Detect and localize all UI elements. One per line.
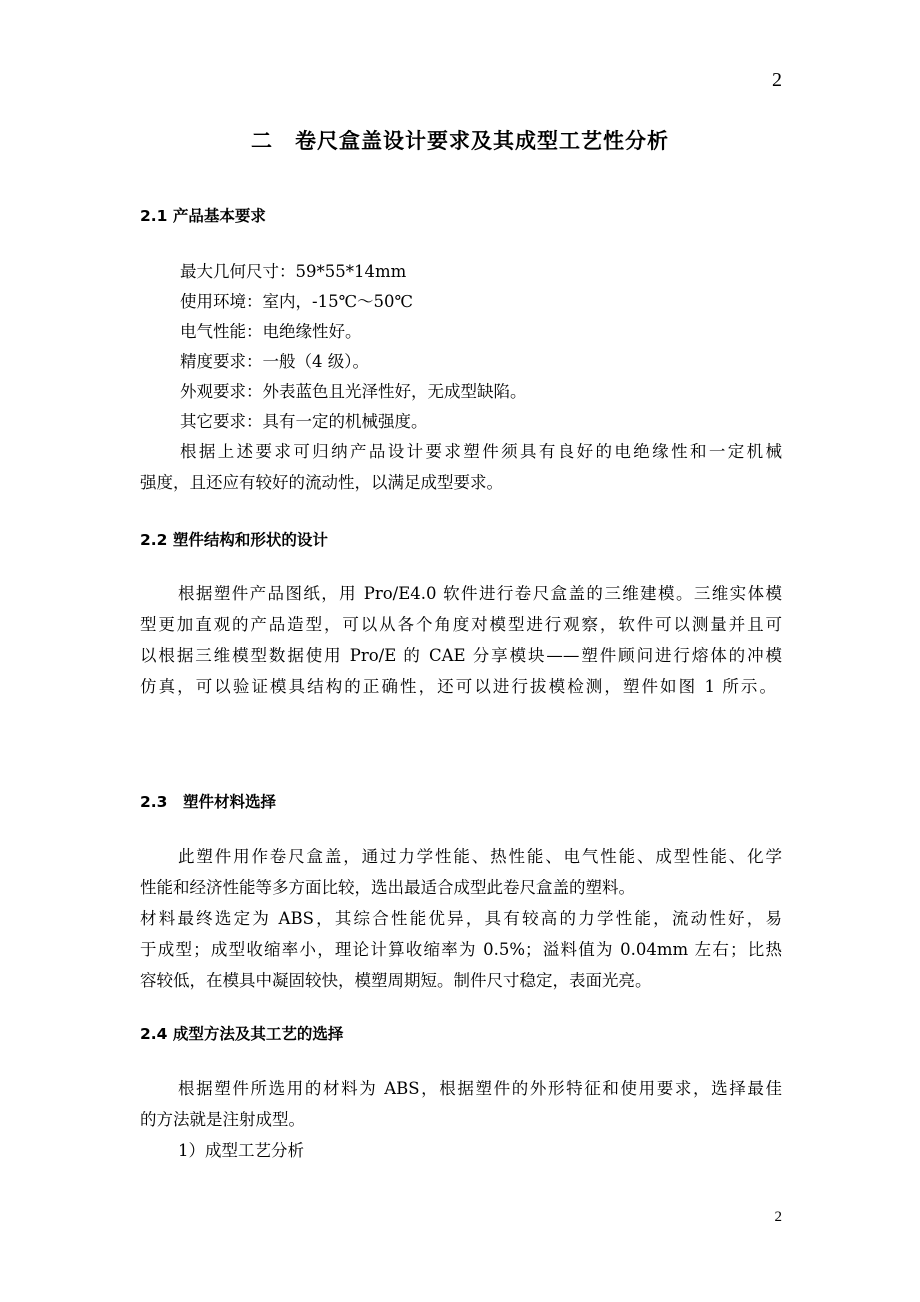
paragraph-line: 的方法就是注射成型。 (140, 1110, 305, 1129)
paragraph-line: 仿真，可以验证模具结构的正确性，还可以进行拔模检测，塑件如图 1 所示。 (140, 677, 776, 696)
paragraph-line: 性能和经济性能等多方面比较，选出最适合成型此卷尺盒盖的塑料。 (140, 878, 635, 897)
section-heading-2-1: 2.1 产品基本要求 (140, 207, 266, 225)
chapter-title: 二 卷尺盒盖设计要求及其成型工艺性分析 (251, 129, 669, 153)
paragraph-line: 最大几何尺寸：59*55*14mm (180, 262, 407, 281)
paragraph-line: 以根据三维模型数据使用 Pro/E 的 CAE 分享模块——塑件顾问进行熔体的冲模 (140, 646, 782, 665)
paragraph-line: 使用环境：室内，-15℃～50℃ (180, 292, 413, 311)
paragraph-line: 根据塑件产品图纸，用 Pro/E4.0 软件进行卷尺盒盖的三维建模。三维实体模 (178, 584, 782, 603)
page-number-bottom: 2 (774, 1209, 782, 1225)
paragraph-line: 强度，且还应有较好的流动性，以满足成型要求。 (140, 473, 503, 492)
paragraph-line: 1）成型工艺分析 (178, 1141, 304, 1160)
paragraph-line: 材料最终选定为 ABS，其综合性能优异，具有较高的力学性能，流动性好，易 (140, 909, 782, 928)
paragraph-line: 此塑件用作卷尺盒盖，通过力学性能、热性能、电气性能、成型性能、化学 (178, 847, 782, 866)
paragraph-line: 根据塑件所选用的材料为 ABS，根据塑件的外形特征和使用要求，选择最佳 (178, 1079, 782, 1098)
section-heading-2-3: 2.3 塑件材料选择 (140, 793, 276, 811)
paragraph-line: 其它要求：具有一定的机械强度。 (180, 412, 428, 431)
paragraph-line: 精度要求：一般（4 级）。 (180, 352, 369, 371)
section-heading-2-4: 2.4 成型方法及其工艺的选择 (140, 1025, 344, 1043)
paragraph-line: 型更加直观的产品造型，可以从各个角度对模型进行观察，软件可以测量并且可 (140, 615, 782, 634)
paragraph-line: 于成型；成型收缩率小，理论计算收缩率为 0.5%；溢料值为 0.04mm 左右；比热 (140, 940, 782, 959)
paragraph-line: 电气性能：电绝缘性好。 (180, 322, 362, 341)
paragraph-line: 容较低，在模具中凝固较快，模塑周期短。制件尺寸稳定，表面光亮。 (140, 971, 652, 990)
paragraph-line: 外观要求：外表蓝色且光泽性好，无成型缺陷。 (180, 382, 527, 401)
paragraph-line: 根据上述要求可归纳产品设计要求塑件须具有良好的电绝缘性和一定机械 (180, 442, 782, 461)
page-number-top: 2 (772, 69, 782, 91)
section-heading-2-2: 2.2 塑件结构和形状的设计 (140, 531, 328, 549)
